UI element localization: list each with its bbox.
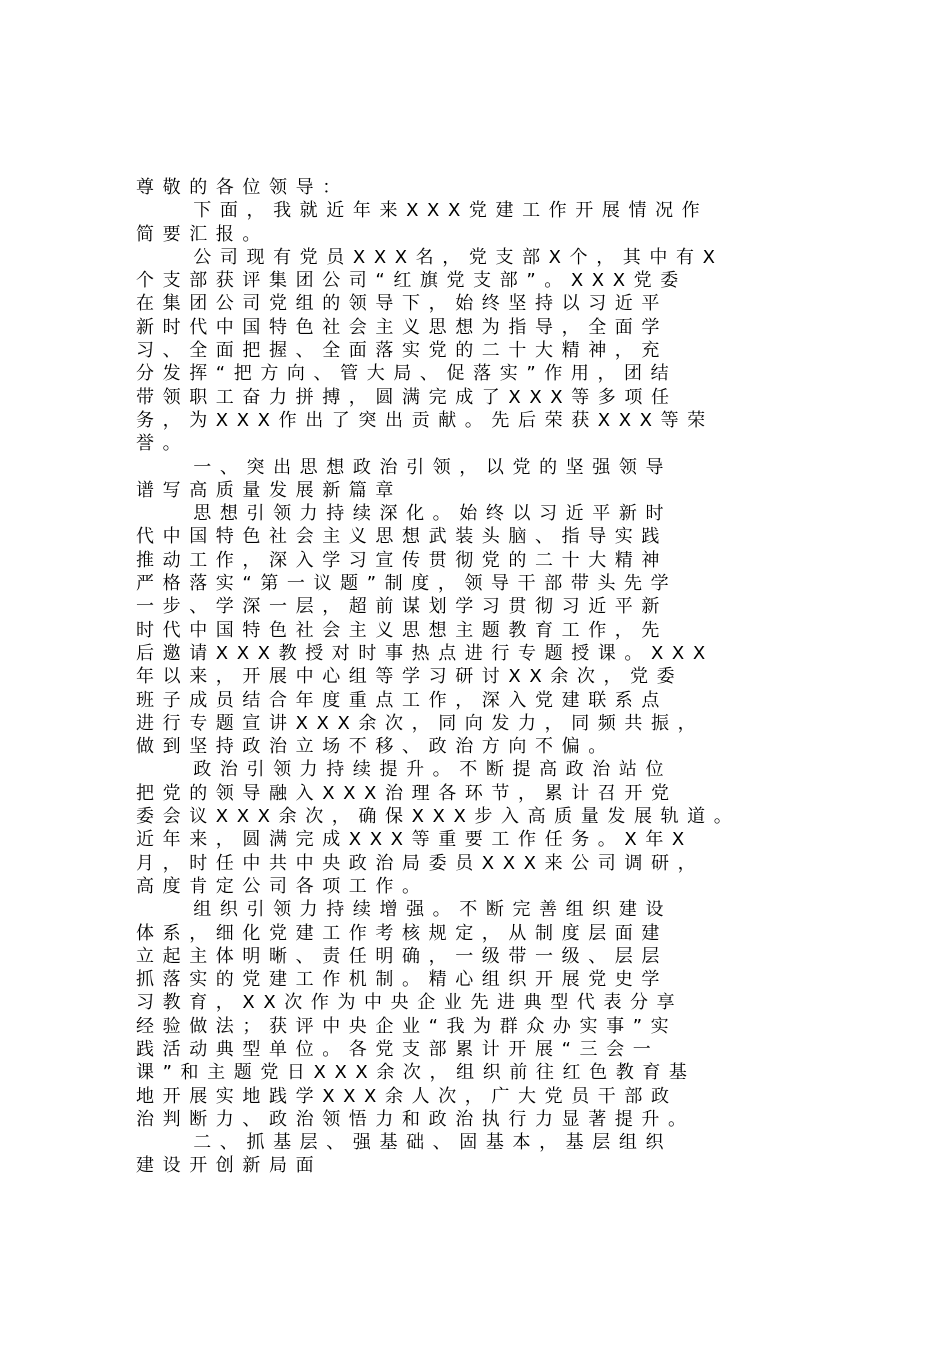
text-line: 新时代中国特色社会主义思想为指导，全面学 [136,316,668,338]
text-line: 把党的领导融入XXX治理各环节，累计召开党 [136,782,678,804]
text-line: 经验做法；获评中央企业“我为群众办实事”实 [136,1015,678,1037]
text-line: 公司现有党员XXX名，党支部X个，其中有X [136,246,724,268]
text-line: 习、全面把握、全面落实党的二十大精神，充 [136,340,668,362]
text-line: 简要汇报。 [136,223,269,245]
text-line: 委会议XXX余次，确保XXX步入高质量发展轨道。 [136,806,741,828]
text-line: 组织引领力持续增强。不断完善组织建设 [136,899,673,921]
text-line: 后邀请XXX教授对时事热点进行专题授课。XXX [136,642,714,664]
text-line: 习教育，XX次作为中央企业先进典型代表分享 [136,992,684,1014]
text-line: 严格落实“第一议题”制度，领导干部带头先学 [136,573,678,595]
text-line: 建设开创新局面 [136,1155,323,1177]
text-line: 治判断力、政治领悟力和政治执行力显著提升。 [136,1108,695,1130]
text-line: 誉。 [136,433,190,455]
text-line: 代中国特色社会主义思想武装头脑、指导实践 [136,526,668,548]
text-line: 高度肯定公司各项工作。 [136,875,429,897]
text-line: 分发挥“把方向、管大局、促落实”作用，团结 [136,363,678,385]
document-body [136,176,816,1178]
text-line: 下面，我就近年来XXX党建工作开展情况作 [136,200,709,222]
text-line: 个支部获评集团公司“红旗党支部”。XXX党委 [136,270,687,292]
text-line: 尊敬的各位领导： [136,177,349,198]
text-line: 在集团公司党组的领导下，始终坚持以习近平 [136,293,668,315]
text-line: 时代中国特色社会主义思想主题教育工作，先 [136,619,668,641]
text-line: 务，为XXX作出了突出贡献。先后荣获XXX等荣 [136,409,714,431]
text-line: 年以来，开展中心组等学习研讨XX余次，党委 [136,666,684,688]
text-line: 二、抓基层、强基础、固基本，基层组织 [136,1132,673,1154]
text-line: 课”和主题党日XXX余次，组织前往红色教育基 [136,1062,696,1084]
text-line: 地开展实地践学XXX余人次，广大党员干部政 [136,1085,678,1107]
text-line: 带领职工奋力拼搏，圆满完成了XXX等多项任 [136,386,678,408]
text-line: 近年来，圆满完成XXX等重要工作任务。X年X [136,829,693,851]
text-line: 做到坚持政治立场不移、政治方向不偏。 [136,736,615,758]
text-line: 立起主体明晰、责任明确，一级带一级、层层 [136,945,668,967]
text-line: 抓落实的党建工作机制。精心组织开展党史学 [136,969,668,991]
text-line: 政治引领力持续提升。不断提高政治站位 [136,759,673,781]
text-line: 体系，细化党建工作考核规定，从制度层面建 [136,922,668,944]
text-line: 一、突出思想政治引领，以党的坚强领导 [136,456,673,478]
text-line: 班子成员结合年度重点工作，深入党建联系点 [136,689,668,711]
text-line: 进行专题宣讲XXX余次，同向发力，同频共振， [136,712,705,734]
text-line: 谱写高质量发展新篇章 [136,479,402,501]
text-line: 一步、学深一层，超前谋划学习贯彻习近平新 [136,596,668,618]
text-line: 思想引领力持续深化。始终以习近平新时 [136,503,673,525]
text-line: 月，时任中共中央政治局委员XXX来公司调研， [136,852,705,874]
text-line: 践活动典型单位。各党支部累计开展“三会一 [136,1038,660,1060]
text-line: 推动工作，深入学习宣传贯彻党的二十大精神 [136,549,668,571]
